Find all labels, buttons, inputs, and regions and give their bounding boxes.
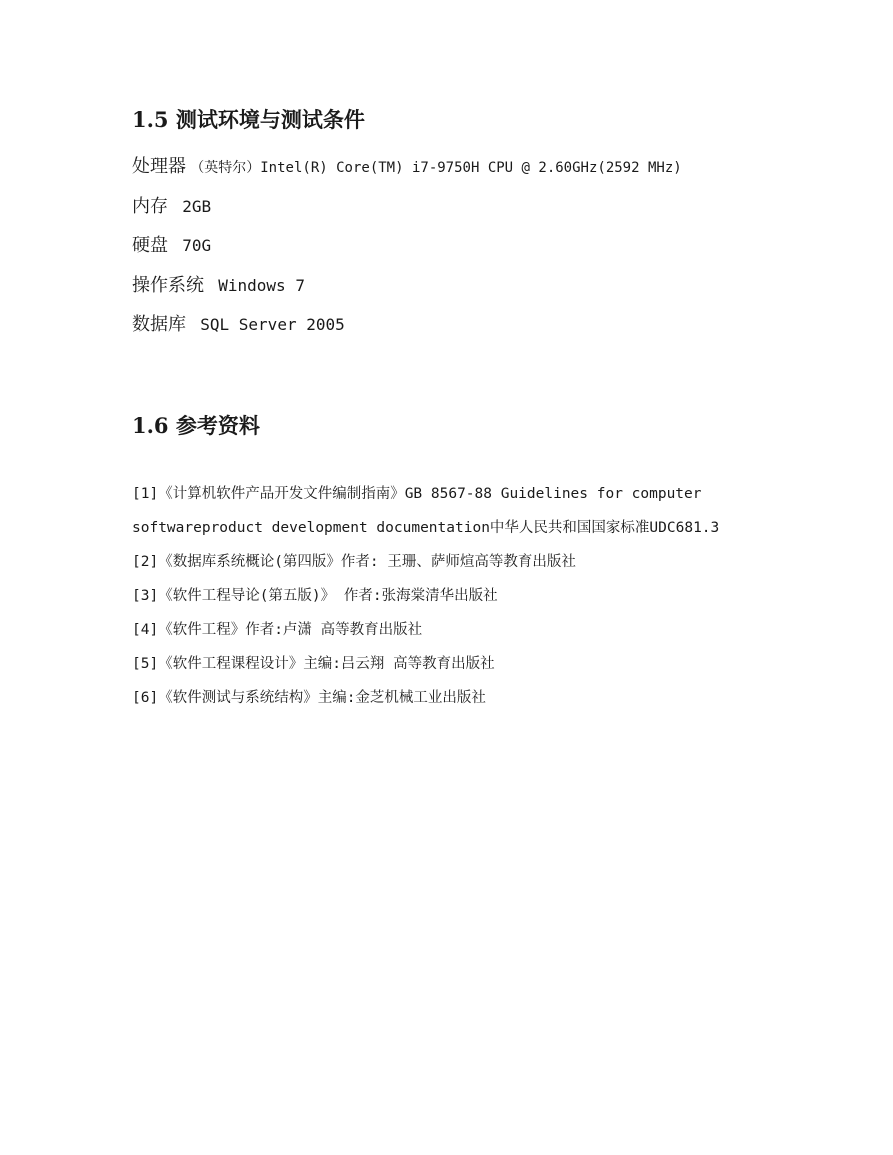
reference-item: [1]《计算机软件产品开发文件编制指南》GB 8567-88 Guidelines for computer xyxy=(132,486,702,502)
env-label: 数据库 xyxy=(132,314,186,335)
reference-item-continuation: softwareproduct development documentation中华人民共和国国家标准UDC681.3 xyxy=(132,520,720,536)
env-value: Windows 7 xyxy=(218,276,305,295)
env-row-memory xyxy=(132,195,211,219)
env-value: 2GB xyxy=(182,197,212,216)
section-heading-references: 1.6 参考资料 xyxy=(132,413,260,438)
env-row-os xyxy=(132,274,305,298)
env-label: 硬盘 xyxy=(132,235,168,256)
env-value: 70G xyxy=(182,236,212,255)
env-row-processor xyxy=(132,155,682,180)
reference-item: [5]《软件工程课程设计》主编:吕云翔 高等教育出版社 xyxy=(132,656,495,672)
env-value: SQL Server 2005 xyxy=(200,315,345,334)
env-label: 操作系统 xyxy=(132,275,204,296)
env-value: （英特尔）Intel(R) Core(TM) i7-9750H CPU @ 2.60GHz(2592 MHz) xyxy=(190,160,682,176)
env-label: 处理器 xyxy=(132,156,186,177)
env-label: 内存 xyxy=(132,196,168,217)
reference-item: [2]《数据库系统概论(第四版》作者: 王珊、萨师煊高等教育出版社 xyxy=(132,554,576,570)
reference-item: [4]《软件工程》作者:卢潇 高等教育出版社 xyxy=(132,622,423,638)
env-row-database xyxy=(132,313,345,337)
reference-item: [3]《软件工程导论(第五版)》 作者:张海棠清华出版社 xyxy=(132,588,498,604)
section-heading-test-environment: 1.5 测试环境与测试条件 xyxy=(132,107,365,132)
reference-item: [6]《软件测试与系统结构》主编:金芝机械工业出版社 xyxy=(132,690,486,706)
env-row-disk xyxy=(132,234,211,258)
